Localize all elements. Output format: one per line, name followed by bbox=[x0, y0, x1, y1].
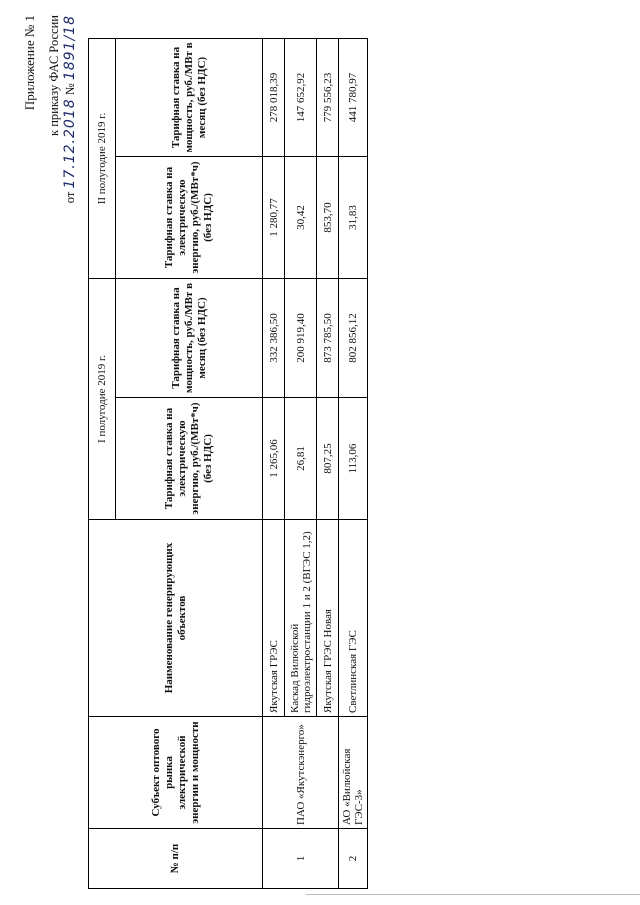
order-line-1: к приказу ФАС России bbox=[47, 15, 61, 136]
row-energy-2: 853,70 bbox=[317, 156, 339, 278]
row-energy-1: 113,06 bbox=[339, 398, 368, 520]
order-no-label: № bbox=[63, 83, 77, 96]
table-row bbox=[339, 38, 368, 888]
row-subject: АО «Вилюйская ГЭС-3» bbox=[339, 717, 368, 829]
row-energy-1: 1 265,06 bbox=[263, 398, 285, 520]
row-power-1: 332 386,50 bbox=[263, 278, 285, 397]
row-object: Каскад Вилюйской гидроэлектростанции 1 и 2 (ВГЭС 1,2) bbox=[285, 520, 317, 717]
row-energy-2: 31,83 bbox=[339, 156, 368, 278]
row-power-2: 779 556,23 bbox=[317, 38, 339, 156]
header-energy-2: Тарифная ставка на электрическую энергию, руб./(МВт*ч) (без НДС) bbox=[116, 156, 263, 278]
header-period-2: II полугодие 2019 г. bbox=[89, 38, 116, 278]
row-object: Светлинская ГЭС bbox=[339, 520, 368, 717]
header-object: Наименование генерирующих объектов bbox=[89, 520, 263, 717]
header-energy-1: Тарифная ставка на электрическую энергию, руб./(МВт*ч) (без НДС) bbox=[116, 398, 263, 520]
row-energy-2: 1 280,77 bbox=[263, 156, 285, 278]
order-reference bbox=[46, 15, 78, 235]
header-power-1: Тарифная ставка на мощность, руб./МВт в месяц (без НДС) bbox=[116, 278, 263, 397]
header-subject: Субъект оптового рынка электрической энергии и мощности bbox=[89, 717, 263, 829]
row-number: 2 bbox=[339, 829, 368, 889]
order-number: 1891/18 bbox=[62, 15, 78, 81]
appendix-label: Приложение № 1 bbox=[22, 15, 37, 111]
row-object: Якутская ГРЭС bbox=[263, 520, 285, 717]
row-energy-1: 26,81 bbox=[285, 398, 317, 520]
row-object: Якутская ГРЭС Новая bbox=[317, 520, 339, 717]
header-period-1: I полугодие 2019 г. bbox=[89, 278, 116, 519]
row-subject: ПАО «Якутскэнерго» bbox=[263, 717, 339, 829]
order-prefix: от bbox=[63, 191, 77, 204]
header-power-2: Тарифная ставка на мощность, руб./МВт в месяц (без НДС) bbox=[116, 38, 263, 156]
row-energy-2: 30,42 bbox=[285, 156, 317, 278]
row-power-2: 441 780,97 bbox=[339, 38, 368, 156]
row-power-2: 278 018,39 bbox=[263, 38, 285, 156]
table-row bbox=[263, 38, 285, 888]
row-power-1: 802 856,12 bbox=[339, 278, 368, 397]
row-power-2: 147 652,92 bbox=[285, 38, 317, 156]
row-power-1: 873 785,50 bbox=[317, 278, 339, 397]
tariff-table bbox=[88, 38, 368, 889]
row-number: 1 bbox=[263, 829, 339, 889]
order-date: 17.12.2018 bbox=[62, 98, 78, 189]
table-header-row bbox=[89, 38, 116, 888]
header-num: № п/п bbox=[89, 829, 263, 889]
order-line-2 bbox=[62, 15, 78, 235]
row-energy-1: 807,25 bbox=[317, 398, 339, 520]
row-power-1: 200 919,40 bbox=[285, 278, 317, 397]
